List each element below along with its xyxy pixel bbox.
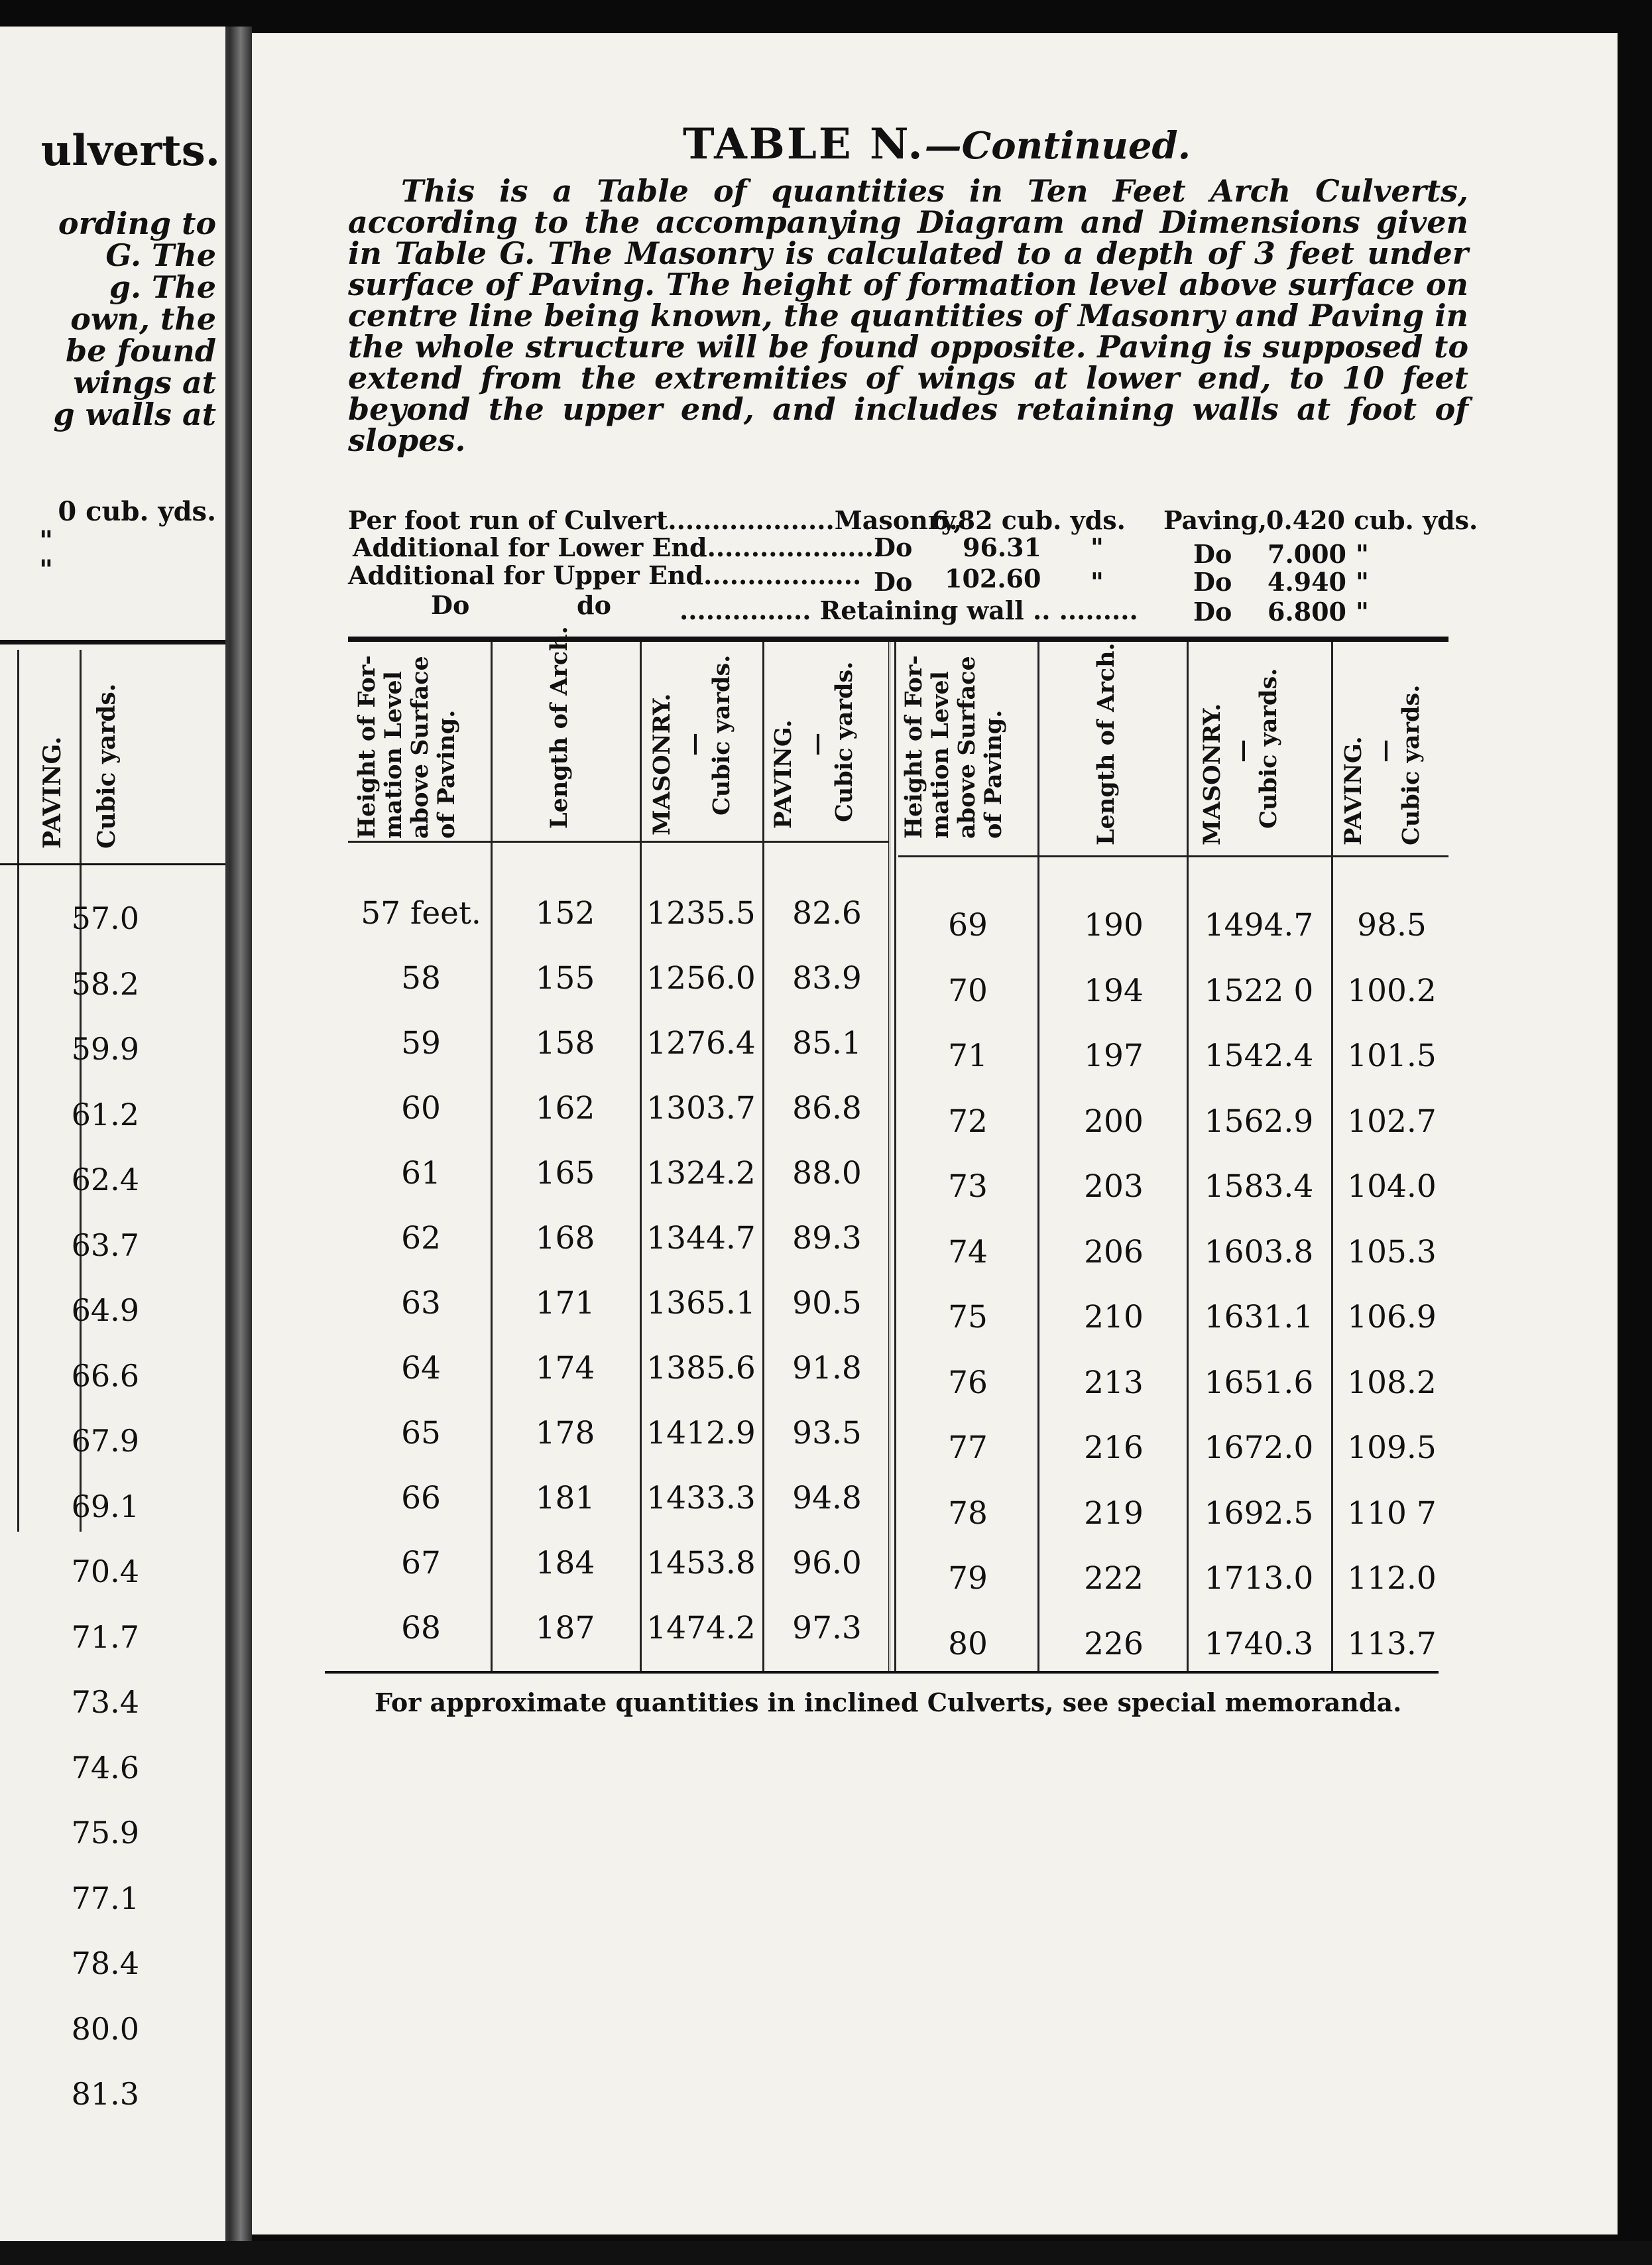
table-column-divider [1037, 642, 1039, 1673]
upper-end-masonry: 102.60 [945, 564, 1041, 593]
left-header-rule [0, 863, 225, 865]
left-cell-masonry: 1303.7 [646, 1090, 756, 1127]
right-cell-height: 80 [948, 1625, 988, 1662]
left-cell-length: 171 [535, 1285, 595, 1321]
left-paragraph-line: be found [66, 333, 216, 369]
left-cell-paving: 88.0 [792, 1155, 862, 1192]
header-height-line: of Paving. [980, 709, 1007, 839]
left-cell-length: 155 [535, 960, 595, 997]
left-cell-length: 181 [535, 1480, 595, 1516]
lower-end-paving-do: Do [1193, 539, 1232, 569]
upper-end-masonry-unit: " [1091, 567, 1104, 597]
right-cell-length: 197 [1084, 1038, 1144, 1074]
left-value-cell: 70.4 [71, 1554, 139, 1589]
header-paving-dash: — [1371, 739, 1398, 763]
left-header-paving: PAVING. [38, 736, 66, 849]
left-page-fragment [0, 27, 229, 2241]
right-cell-masonry: 1542.4 [1204, 1038, 1314, 1074]
left-cell-length: 152 [535, 895, 595, 932]
left-value-cell: 78.4 [71, 1945, 139, 1981]
header-masonry-title: MASONRY. [1199, 703, 1226, 845]
right-cell-length: 226 [1084, 1625, 1144, 1662]
right-cell-masonry: 1692.5 [1204, 1495, 1314, 1532]
right-cell-height: 75 [948, 1299, 988, 1335]
right-cell-height: 77 [948, 1430, 988, 1466]
right-cell-paving: 109.5 [1347, 1430, 1437, 1466]
right-cell-paving: 104.0 [1347, 1168, 1437, 1205]
left-cell-height: 57 feet. [361, 895, 481, 932]
left-cell-height: 64 [401, 1350, 441, 1386]
left-value-cell: 57.0 [71, 900, 139, 936]
right-cell-masonry: 1713.0 [1204, 1560, 1314, 1597]
left-cell-length: 162 [535, 1090, 595, 1127]
table-bottom-rule [325, 1671, 1439, 1674]
left-cell-masonry: 1324.2 [646, 1155, 756, 1192]
left-cell-masonry: 1256.0 [646, 960, 756, 997]
left-cell-masonry: 1235.5 [646, 895, 756, 932]
right-cell-paving: 108.2 [1347, 1364, 1437, 1401]
left-value-cell: 74.6 [71, 1749, 139, 1786]
right-cell-length: 194 [1084, 972, 1144, 1009]
left-cell-masonry: 1365.1 [646, 1285, 756, 1321]
header-height-line: Height of For- [353, 655, 381, 839]
lower-end-masonry: 96.31 [963, 532, 1041, 562]
left-value-cell: 62.4 [71, 1162, 139, 1197]
left-cell-height: 62 [401, 1220, 441, 1256]
right-cell-masonry: 1494.7 [1204, 907, 1314, 944]
left-cell-height: 65 [401, 1415, 441, 1451]
left-paragraph-line: wings at [73, 365, 216, 400]
header-paving-title: PAVING. [1340, 736, 1367, 845]
left-value-cell: 58.2 [71, 965, 139, 1002]
left-value-cell: 59.9 [71, 1031, 139, 1067]
right-cell-masonry: 1651.6 [1204, 1364, 1314, 1401]
retaining-do2: do [577, 590, 611, 620]
left-cell-length: 178 [535, 1415, 595, 1451]
left-value-cell: 67.9 [71, 1423, 139, 1459]
header-length: Length of Arch. [1092, 643, 1120, 845]
right-cell-length: 219 [1084, 1495, 1144, 1532]
right-cell-height: 76 [948, 1364, 988, 1401]
retaining-paving-unit: " [1356, 597, 1369, 627]
left-cell-masonry: 1453.8 [646, 1545, 756, 1581]
header-masonry-title: MASONRY. [648, 693, 676, 835]
table-top-rule [348, 637, 1448, 642]
right-cell-masonry: 1562.9 [1204, 1103, 1314, 1140]
left-value-cell: 69.1 [71, 1488, 139, 1524]
left-cell-paving: 96.0 [792, 1545, 862, 1581]
header-masonry-dash: — [680, 733, 707, 756]
left-cell-length: 184 [535, 1545, 595, 1581]
left-table-top-rule [0, 640, 225, 644]
footnote: For approximate quantities in inclined Culverts, see special memoranda. [375, 1687, 1402, 1717]
left-cell-masonry: 1433.3 [646, 1480, 756, 1516]
left-value-cell: 71.7 [71, 1619, 139, 1655]
header-height-line: above Surface [406, 656, 434, 839]
left-value-cell: 61.2 [71, 1096, 139, 1132]
right-cell-length: 210 [1084, 1299, 1144, 1335]
book-gutter [229, 27, 252, 2241]
right-cell-height: 73 [948, 1168, 988, 1205]
left-cell-height: 67 [401, 1545, 441, 1581]
main-page [252, 33, 1618, 2234]
right-cell-height: 74 [948, 1233, 988, 1270]
left-unit-line: " [39, 525, 53, 556]
left-cell-height: 68 [401, 1610, 441, 1646]
right-cell-masonry: 1631.1 [1204, 1299, 1314, 1335]
left-cell-paving: 86.8 [792, 1090, 862, 1127]
header-height-line: mation Level [380, 671, 407, 839]
header-paving-units: Cubic yards. [1397, 684, 1425, 845]
page-title [683, 119, 1191, 169]
upper-end-paving: 4.940 [1268, 567, 1346, 597]
right-cell-paving: 102.7 [1347, 1103, 1437, 1140]
intro-paragraph: This is a Table of quantities in Ten Feet Arch Culverts, according to the accompanying Diagram and Dimensions given in Table G. The Masonry is calculated to a depth of 3 feet under surface of Paving. The height of formation level above surface on centre line being known, the quantities of Masonry and Paving in the whole structure will be found opposite. Paving is supposed to extend from the extremities of wings at lower end, to 10 feet beyond the upper end, and includes retaining walls at foot of slopes. [348, 173, 1468, 458]
per-foot-label: Per foot run of Culvert...................Masonry, [348, 505, 963, 535]
right-cell-length: 200 [1084, 1103, 1144, 1140]
right-cell-masonry: 1603.8 [1204, 1233, 1314, 1270]
header-masonry-units: Cubic yards. [708, 654, 735, 816]
right-cell-masonry: 1672.0 [1204, 1430, 1314, 1466]
left-cell-paving: 97.3 [792, 1610, 862, 1646]
scan-bottom-edge [0, 2241, 1652, 2265]
right-cell-length: 222 [1084, 1560, 1144, 1597]
left-cell-height: 61 [401, 1155, 441, 1192]
left-cell-paving: 93.5 [792, 1415, 862, 1451]
left-cell-paving: 90.5 [792, 1285, 862, 1321]
left-cell-length: 174 [535, 1350, 595, 1386]
table-column-divider [1331, 642, 1333, 1673]
left-unit-line: 0 cub. yds. [58, 496, 216, 527]
right-cell-masonry: 1583.4 [1204, 1168, 1314, 1205]
left-paragraph-line: own, the [70, 301, 216, 337]
right-cell-paving: 110 7 [1347, 1495, 1437, 1532]
right-cell-paving: 105.3 [1347, 1233, 1437, 1270]
header-height-line: above Surface [953, 656, 980, 839]
right-cell-masonry: 1740.3 [1204, 1625, 1314, 1662]
left-cell-height: 59 [401, 1025, 441, 1062]
header-paving-units: Cubic yards. [831, 661, 858, 822]
right-cell-paving: 106.9 [1347, 1299, 1437, 1335]
left-cell-paving: 94.8 [792, 1480, 862, 1516]
left-value-cell: 66.6 [71, 1357, 139, 1394]
lower-end-paving: 7.000 [1268, 539, 1346, 569]
lower-end-masonry-do: Do [874, 532, 913, 562]
header-paving-dash: — [803, 733, 830, 756]
upper-end-paving-unit: " [1356, 567, 1369, 597]
lower-end-paving-unit: " [1356, 539, 1369, 569]
left-value-cell: 63.7 [71, 1227, 139, 1263]
right-cell-height: 70 [948, 972, 988, 1009]
left-cell-paving: 91.8 [792, 1350, 862, 1386]
upper-end-paving-do: Do [1193, 567, 1232, 597]
left-value-cell: 73.4 [71, 1684, 139, 1720]
retaining-paving-do: Do [1193, 597, 1232, 627]
lower-end-masonry-unit: " [1091, 532, 1104, 562]
left-value-cell: 64.9 [71, 1292, 139, 1328]
header-masonry-units: Cubic yards. [1255, 668, 1282, 829]
left-value-cell: 77.1 [71, 1880, 139, 1916]
left-cell-height: 66 [401, 1480, 441, 1516]
left-cell-paving: 89.3 [792, 1220, 862, 1256]
left-paragraph-line: g walls at [53, 397, 216, 432]
left-cell-length: 187 [535, 1610, 595, 1646]
left-cell-masonry: 1412.9 [646, 1415, 756, 1451]
left-cell-length: 165 [535, 1155, 595, 1192]
right-cell-length: 216 [1084, 1430, 1144, 1466]
left-cell-masonry: 1474.2 [646, 1610, 756, 1646]
right-cell-length: 206 [1084, 1233, 1144, 1270]
right-cell-masonry: 1522 0 [1204, 972, 1314, 1009]
right-cell-paving: 101.5 [1347, 1038, 1437, 1074]
table-double-divider [888, 642, 896, 1673]
upper-end-label: Additional for Upper End.................. [348, 560, 862, 590]
lower-end-label: Additional for Lower End.................... [353, 532, 883, 562]
left-cell-masonry: 1344.7 [646, 1220, 756, 1256]
header-paving-title: PAVING. [770, 719, 797, 829]
right-cell-height: 69 [948, 907, 988, 944]
right-cell-height: 72 [948, 1103, 988, 1140]
left-paragraph-line: g. The [109, 269, 216, 305]
right-cell-length: 213 [1084, 1364, 1144, 1401]
retaining-paving: 6.800 [1268, 597, 1346, 627]
right-cell-height: 71 [948, 1038, 988, 1074]
header-rule-left [348, 841, 888, 843]
header-height-line: mation Level [927, 671, 954, 839]
retaining-label: ............... Retaining wall .. ......... [679, 595, 1138, 625]
right-cell-paving: 98.5 [1357, 907, 1427, 944]
left-cell-length: 168 [535, 1220, 595, 1256]
retaining-do: Do [431, 590, 470, 620]
header-height-line: Height of For- [900, 655, 927, 839]
left-paragraph-line: ording to [58, 206, 216, 241]
title-main: TABLE N. [683, 119, 925, 169]
per-foot-masonry: 6.82 cub. yds. [931, 505, 1126, 535]
left-cell-height: 63 [401, 1285, 441, 1321]
title-continued: —Continued. [924, 124, 1191, 168]
right-cell-paving: 113.7 [1347, 1625, 1437, 1662]
upper-end-masonry-do: Do [874, 567, 913, 597]
left-unit-line: " [39, 554, 53, 585]
left-value-cell: 80.0 [71, 2010, 139, 2047]
header-height-line: of Paving. [433, 709, 460, 839]
right-cell-paving: 112.0 [1347, 1560, 1437, 1597]
left-heading-fragment: ulverts. [40, 126, 220, 176]
header-length: Length of Arch. [546, 626, 573, 829]
per-foot-paving-label: Paving, [1163, 505, 1268, 535]
right-cell-height: 79 [948, 1560, 988, 1597]
left-cell-masonry: 1276.4 [646, 1025, 756, 1062]
right-cell-length: 190 [1084, 907, 1144, 944]
per-foot-paving: 0.420 cub. yds. [1266, 505, 1478, 535]
left-cell-height: 60 [401, 1090, 441, 1127]
left-cell-length: 158 [535, 1025, 595, 1062]
left-value-cell: 81.3 [71, 2076, 139, 2112]
table-column-divider [762, 642, 764, 1673]
left-cell-paving: 85.1 [792, 1025, 862, 1062]
left-cell-height: 58 [401, 960, 441, 997]
right-cell-paving: 100.2 [1347, 972, 1437, 1009]
left-column-divider [80, 650, 82, 1532]
left-header-units: Cubic yards. [93, 683, 121, 849]
right-cell-height: 78 [948, 1495, 988, 1532]
left-cell-paving: 82.6 [792, 895, 862, 932]
left-cell-masonry: 1385.6 [646, 1350, 756, 1386]
left-value-cell: 75.9 [71, 1815, 139, 1851]
left-cell-paving: 83.9 [792, 960, 862, 997]
right-cell-length: 203 [1084, 1168, 1144, 1205]
header-masonry-dash: — [1228, 739, 1256, 763]
header-rule-right [898, 855, 1448, 857]
left-paragraph-line: G. The [105, 237, 216, 273]
left-column-divider [17, 650, 19, 1532]
